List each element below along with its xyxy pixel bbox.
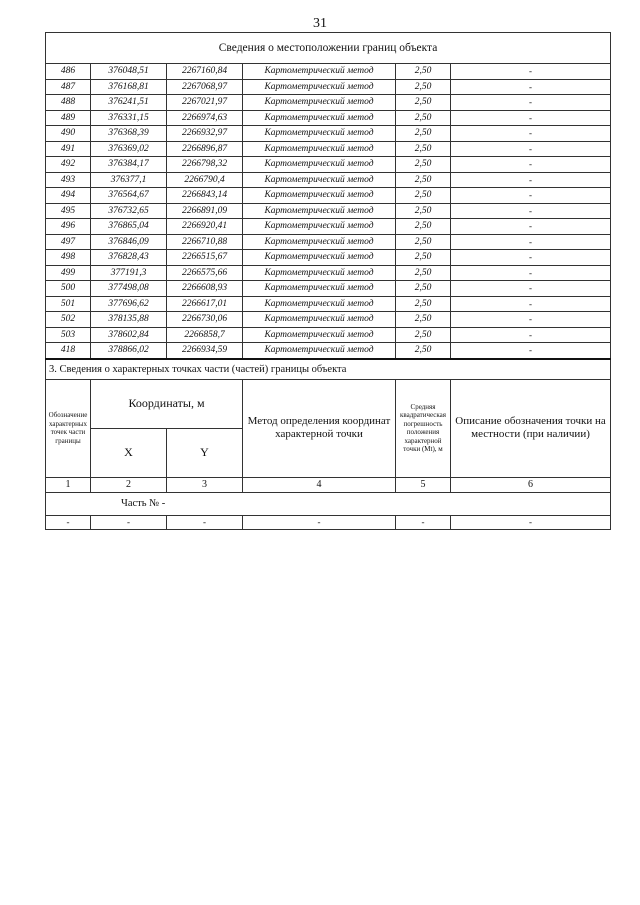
point-y-cell: 2266710,88	[167, 234, 243, 250]
point-x-cell: 376331,15	[91, 110, 167, 126]
point-x-cell: 377696,62	[91, 296, 167, 312]
point-acc-cell: 2,50	[396, 234, 451, 250]
point-method-cell: Картометрический метод	[243, 141, 396, 157]
point-method-cell: Картометрический метод	[243, 250, 396, 266]
boundary-document	[45, 32, 610, 530]
point-n-cell: 490	[46, 126, 91, 142]
point-n-cell: 499	[46, 265, 91, 281]
point-row	[46, 296, 611, 312]
point-n-cell: 502	[46, 312, 91, 328]
point-desc-cell: -	[451, 312, 611, 328]
point-x-cell: 376732,65	[91, 203, 167, 219]
point-desc-cell: -	[451, 250, 611, 266]
empty-cell: -	[451, 515, 611, 529]
point-n-cell: 486	[46, 64, 91, 80]
point-y-cell: 2266790,4	[167, 172, 243, 188]
section-title-row	[46, 33, 611, 64]
section3-title-row	[46, 359, 611, 380]
point-desc-cell: -	[451, 110, 611, 126]
point-x-cell: 376865,04	[91, 219, 167, 235]
point-method-cell: Картометрический метод	[243, 203, 396, 219]
point-y-cell: 2267068,97	[167, 79, 243, 95]
point-x-cell: 376564,67	[91, 188, 167, 204]
col-description-header: Описание обозначения точки на местности (при наличии)	[451, 379, 611, 477]
point-desc-cell: -	[451, 219, 611, 235]
point-row	[46, 95, 611, 111]
point-y-cell: 2267160,84	[167, 64, 243, 80]
point-n-cell: 501	[46, 296, 91, 312]
column-number: 4	[243, 477, 396, 492]
point-desc-cell: -	[451, 79, 611, 95]
empty-cell: -	[167, 515, 243, 529]
point-desc-cell: -	[451, 188, 611, 204]
point-desc-cell: -	[451, 343, 611, 359]
point-n-cell: 489	[46, 110, 91, 126]
empty-cell: -	[243, 515, 396, 529]
point-acc-cell: 2,50	[396, 172, 451, 188]
point-method-cell: Картометрический метод	[243, 265, 396, 281]
point-row	[46, 157, 611, 173]
point-method-cell: Картометрический метод	[243, 172, 396, 188]
point-n-cell: 488	[46, 95, 91, 111]
point-acc-cell: 2,50	[396, 343, 451, 359]
point-x-cell: 376369,02	[91, 141, 167, 157]
point-acc-cell: 2,50	[396, 157, 451, 173]
point-method-cell: Картометрический метод	[243, 343, 396, 359]
point-x-cell: 376048,51	[91, 64, 167, 80]
boundary-table	[45, 32, 611, 530]
point-row	[46, 312, 611, 328]
point-y-cell: 2266974,63	[167, 110, 243, 126]
col-y-header: Y	[167, 428, 243, 477]
part-row	[46, 492, 611, 515]
column-number: 6	[451, 477, 611, 492]
point-desc-cell: -	[451, 296, 611, 312]
point-x-cell: 376368,39	[91, 126, 167, 142]
point-method-cell: Картометрический метод	[243, 95, 396, 111]
point-method-cell: Картометрический метод	[243, 79, 396, 95]
point-x-cell: 376377,1	[91, 172, 167, 188]
col-coords-header: Координаты, м	[91, 379, 243, 428]
empty-cell: -	[396, 515, 451, 529]
point-acc-cell: 2,50	[396, 265, 451, 281]
point-n-cell: 492	[46, 157, 91, 173]
point-method-cell: Картометрический метод	[243, 64, 396, 80]
point-method-cell: Картометрический метод	[243, 234, 396, 250]
point-x-cell: 378602,84	[91, 327, 167, 343]
point-acc-cell: 2,50	[396, 203, 451, 219]
point-desc-cell: -	[451, 157, 611, 173]
point-x-cell: 377191,3	[91, 265, 167, 281]
point-row	[46, 203, 611, 219]
point-acc-cell: 2,50	[396, 126, 451, 142]
point-y-cell: 2266730,06	[167, 312, 243, 328]
point-y-cell: 2266934,59	[167, 343, 243, 359]
point-row	[46, 281, 611, 297]
point-acc-cell: 2,50	[396, 219, 451, 235]
col-x-header: X	[91, 428, 167, 477]
point-row	[46, 141, 611, 157]
col-method-header: Метод определения координат характерной точки	[243, 379, 396, 477]
col-accuracy-header: Средняя квадратическая погрешность положения характерной точки (Mt), м	[396, 379, 451, 477]
point-acc-cell: 2,50	[396, 95, 451, 111]
point-n-cell: 491	[46, 141, 91, 157]
point-row	[46, 110, 611, 126]
point-acc-cell: 2,50	[396, 110, 451, 126]
column-numbers-row	[46, 477, 611, 492]
point-n-cell: 498	[46, 250, 91, 266]
point-y-cell: 2266515,67	[167, 250, 243, 266]
point-y-cell: 2266575,66	[167, 265, 243, 281]
point-row	[46, 327, 611, 343]
point-n-cell: 495	[46, 203, 91, 219]
point-row	[46, 172, 611, 188]
page-number: 31	[313, 16, 327, 31]
point-y-cell: 2266858,7	[167, 327, 243, 343]
empty-point-row	[46, 515, 611, 529]
section3-header-row	[46, 379, 611, 428]
point-method-cell: Картометрический метод	[243, 157, 396, 173]
point-row	[46, 234, 611, 250]
point-x-cell: 378866,02	[91, 343, 167, 359]
point-n-cell: 496	[46, 219, 91, 235]
point-n-cell: 418	[46, 343, 91, 359]
point-method-cell: Картометрический метод	[243, 188, 396, 204]
point-desc-cell: -	[451, 327, 611, 343]
point-row	[46, 188, 611, 204]
point-method-cell: Картометрический метод	[243, 327, 396, 343]
point-y-cell: 2266932,97	[167, 126, 243, 142]
point-acc-cell: 2,50	[396, 79, 451, 95]
point-x-cell: 378135,88	[91, 312, 167, 328]
column-number: 2	[91, 477, 167, 492]
point-row	[46, 219, 611, 235]
point-x-cell: 376828,43	[91, 250, 167, 266]
point-acc-cell: 2,50	[396, 312, 451, 328]
point-row	[46, 250, 611, 266]
empty-cell: -	[91, 515, 167, 529]
point-acc-cell: 2,50	[396, 296, 451, 312]
point-n-cell: 497	[46, 234, 91, 250]
point-acc-cell: 2,50	[396, 141, 451, 157]
point-desc-cell: -	[451, 203, 611, 219]
point-n-cell: 503	[46, 327, 91, 343]
point-row	[46, 64, 611, 80]
point-desc-cell: -	[451, 281, 611, 297]
point-row	[46, 126, 611, 142]
point-acc-cell: 2,50	[396, 281, 451, 297]
point-y-cell: 2266617,01	[167, 296, 243, 312]
point-desc-cell: -	[451, 64, 611, 80]
point-acc-cell: 2,50	[396, 327, 451, 343]
point-method-cell: Картометрический метод	[243, 281, 396, 297]
point-desc-cell: -	[451, 126, 611, 142]
point-method-cell: Картометрический метод	[243, 110, 396, 126]
point-y-cell: 2266920,41	[167, 219, 243, 235]
point-method-cell: Картометрический метод	[243, 126, 396, 142]
point-n-cell: 487	[46, 79, 91, 95]
point-desc-cell: -	[451, 172, 611, 188]
point-acc-cell: 2,50	[396, 64, 451, 80]
point-y-cell: 2266843,14	[167, 188, 243, 204]
point-n-cell: 500	[46, 281, 91, 297]
point-x-cell: 376384,17	[91, 157, 167, 173]
point-desc-cell: -	[451, 265, 611, 281]
col-designation-header: Обозначение характерных точек части границы	[46, 379, 91, 477]
point-y-cell: 2266608,93	[167, 281, 243, 297]
point-acc-cell: 2,50	[396, 188, 451, 204]
point-y-cell: 2266798,32	[167, 157, 243, 173]
point-y-cell: 2266896,87	[167, 141, 243, 157]
column-number: 3	[167, 477, 243, 492]
point-x-cell: 376168,81	[91, 79, 167, 95]
point-y-cell: 2267021,97	[167, 95, 243, 111]
point-method-cell: Картометрический метод	[243, 219, 396, 235]
point-x-cell: 376241,51	[91, 95, 167, 111]
point-n-cell: 494	[46, 188, 91, 204]
section-title: Сведения о местоположении границ объекта	[46, 33, 611, 64]
point-desc-cell: -	[451, 234, 611, 250]
column-number: 5	[396, 477, 451, 492]
point-row	[46, 343, 611, 359]
point-y-cell: 2266891,09	[167, 203, 243, 219]
point-desc-cell: -	[451, 95, 611, 111]
section3-title: 3. Сведения о характерных точках части (частей) границы объекта	[46, 359, 611, 380]
point-row	[46, 79, 611, 95]
point-x-cell: 376846,09	[91, 234, 167, 250]
point-row	[46, 265, 611, 281]
empty-cell: -	[46, 515, 91, 529]
column-number: 1	[46, 477, 91, 492]
part-label: Часть № -	[46, 492, 611, 515]
point-n-cell: 493	[46, 172, 91, 188]
point-method-cell: Картометрический метод	[243, 312, 396, 328]
point-acc-cell: 2,50	[396, 250, 451, 266]
point-desc-cell: -	[451, 141, 611, 157]
point-method-cell: Картометрический метод	[243, 296, 396, 312]
point-x-cell: 377498,08	[91, 281, 167, 297]
